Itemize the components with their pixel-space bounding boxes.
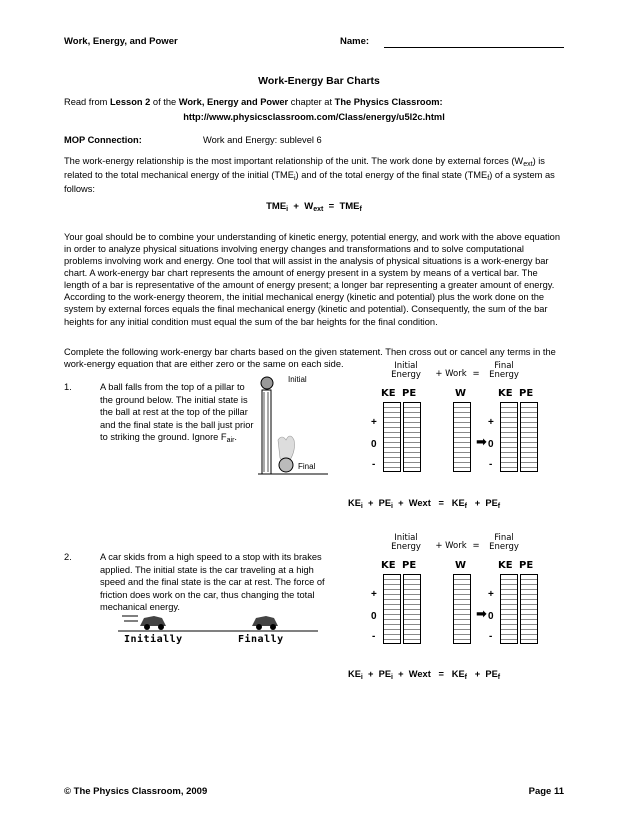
ball-final-icon (279, 458, 293, 472)
footer-page: Page 11 (528, 786, 564, 797)
pillar-icon (262, 390, 271, 474)
footer-copyright: © The Physics Classroom, 2009 (64, 786, 208, 797)
item-2-number: 2. (64, 552, 72, 562)
item-1-text: A ball falls from the top of a pillar to the ground below. The initial state is the ball at rest at the top of the pillar and the final state is the ball just prior to striking the ground. Ignore $F_{air}$. (100, 382, 254, 445)
mop-value: Work and Energy: sublevel 6 (203, 135, 322, 145)
pillar-final-label: Final (298, 462, 316, 471)
ke-final-head: KE (498, 560, 513, 571)
ke-initial-bar[interactable] (383, 574, 401, 644)
minus-axis: - (372, 631, 376, 642)
final-energy-label: Final Energy (489, 361, 519, 380)
minus-axis: - (372, 459, 376, 470)
bar-equation-1: $KE_i + PE_i$ + Wext = $KE_f + PE_f$ (348, 498, 501, 510)
car-diagram (118, 608, 318, 636)
ke-final-head: KE (498, 388, 513, 399)
zero-axis-final: 0 (488, 611, 494, 622)
w-head: W (455, 560, 467, 571)
item-2-text: A car skids from a high speed to a stop with its brakes applied. The initial state is the car traveling at a high speed and the final state is the car at rest. The force of friction does work on the car, thus changing the total mechanical energy. (100, 552, 325, 613)
pe-final-head: PE (519, 388, 534, 399)
equals-label: = (472, 369, 480, 379)
plus-axis: + (371, 589, 377, 600)
bar-chart-1 (345, 362, 565, 482)
pe-final-head: PE (519, 560, 534, 571)
pe-initial-bar[interactable] (403, 574, 421, 644)
pe-final-bar[interactable] (520, 574, 538, 644)
main-equation: $TME_i + W_{ext} = TME_f$ (266, 201, 362, 213)
ke-initial-bar[interactable] (383, 402, 401, 472)
plus-axis: + (371, 417, 377, 428)
arrow-icon: ➡ (476, 606, 487, 621)
initial-energy-label: Initial Energy (391, 361, 421, 380)
car-finally-label: Finally (238, 634, 284, 645)
pe-initial-head: PE (402, 388, 417, 399)
intro-paragraph: The work-energy relationship is the most important relationship of the unit. The work done by external forces $(W_{ext})$ is related to the total mechanical energy of the initial $(TME_i)$ and of the total energy of the final state $(TME_f)$ of a system as follows: (64, 156, 555, 195)
name-label: Name: (340, 36, 370, 47)
read-line: Read from Lesson 2 of the Work, Energy and Power chapter at The Physics Classroom: (64, 97, 443, 107)
minus-axis-final: - (489, 459, 493, 470)
pe-initial-head: PE (402, 560, 417, 571)
plus-axis-final: + (488, 417, 494, 428)
bar-equation-2: $KE_i + PE_i$ + Wext = $KE_f + PE_f$ (348, 669, 501, 681)
work-label: + Work (435, 541, 467, 551)
zero-axis-final: 0 (488, 439, 494, 450)
pe-final-bar[interactable] (520, 402, 538, 472)
equals-label: = (472, 541, 480, 551)
instructions: Complete the following work-energy bar charts based on the given statement. Then cross out or cancel any terms in the work-energy equation that are either zero or the same on each side. (64, 347, 556, 370)
w-bar[interactable] (453, 574, 471, 644)
ke-initial-head: KE (381, 560, 396, 571)
ke-initial-head: KE (381, 388, 396, 399)
car-initial-icon (140, 616, 166, 630)
name-field[interactable] (384, 47, 564, 48)
minus-axis-final: - (489, 631, 493, 642)
car-initially-label: Initially (124, 634, 183, 645)
lesson-url[interactable]: http://www.physicsclassroom.com/Class/energy/u5l2c.html (183, 112, 445, 122)
pe-initial-bar[interactable] (403, 402, 421, 472)
ke-final-bar[interactable] (500, 402, 518, 472)
work-label: + Work (435, 369, 467, 379)
page-title: Work-Energy Bar Charts (258, 75, 380, 87)
unit-title: Work, Energy, and Power (64, 36, 178, 47)
ke-final-bar[interactable] (500, 574, 518, 644)
pillar-initial-label: Initial (288, 375, 307, 384)
plus-axis-final: + (488, 589, 494, 600)
final-energy-label: Final Energy (489, 533, 519, 552)
mop-label: MOP Connection: (64, 135, 142, 145)
car-final-icon (252, 616, 278, 630)
zero-axis: 0 (371, 439, 377, 450)
w-head: W (455, 388, 467, 399)
goal-paragraph: Your goal should be to combine your understanding of kinetic energy, potential energy, and work with the above equation in order to analyze physical situations involving energy changes and transformations and to solve computational problems involving work and energy. One tool that will assist in the analysis of physical situations is a work-energy bar chart. A work-energy bar chart represents the amount of energy present in a system by means of a vertical bar. The length of a bar is representative of the amount of energy present; a longer bar representing a greater amount of energy. According to the work-energy theorem, the initial mechanical energy (kinetic and potential) plus the work done on the system by external forces equals the final mechanical energy (kinetic and potential). Consequently, the sum of the bar heights for any initial condition must equal the sum of the bar heights for the final condition. (64, 232, 560, 327)
arrow-icon: ➡ (476, 434, 487, 449)
item-1-number: 1. (64, 382, 72, 392)
bar-chart-2 (345, 534, 565, 654)
w-bar[interactable] (453, 402, 471, 472)
zero-axis: 0 (371, 611, 377, 622)
ball-initial-icon (261, 377, 273, 389)
initial-energy-label: Initial Energy (391, 533, 421, 552)
